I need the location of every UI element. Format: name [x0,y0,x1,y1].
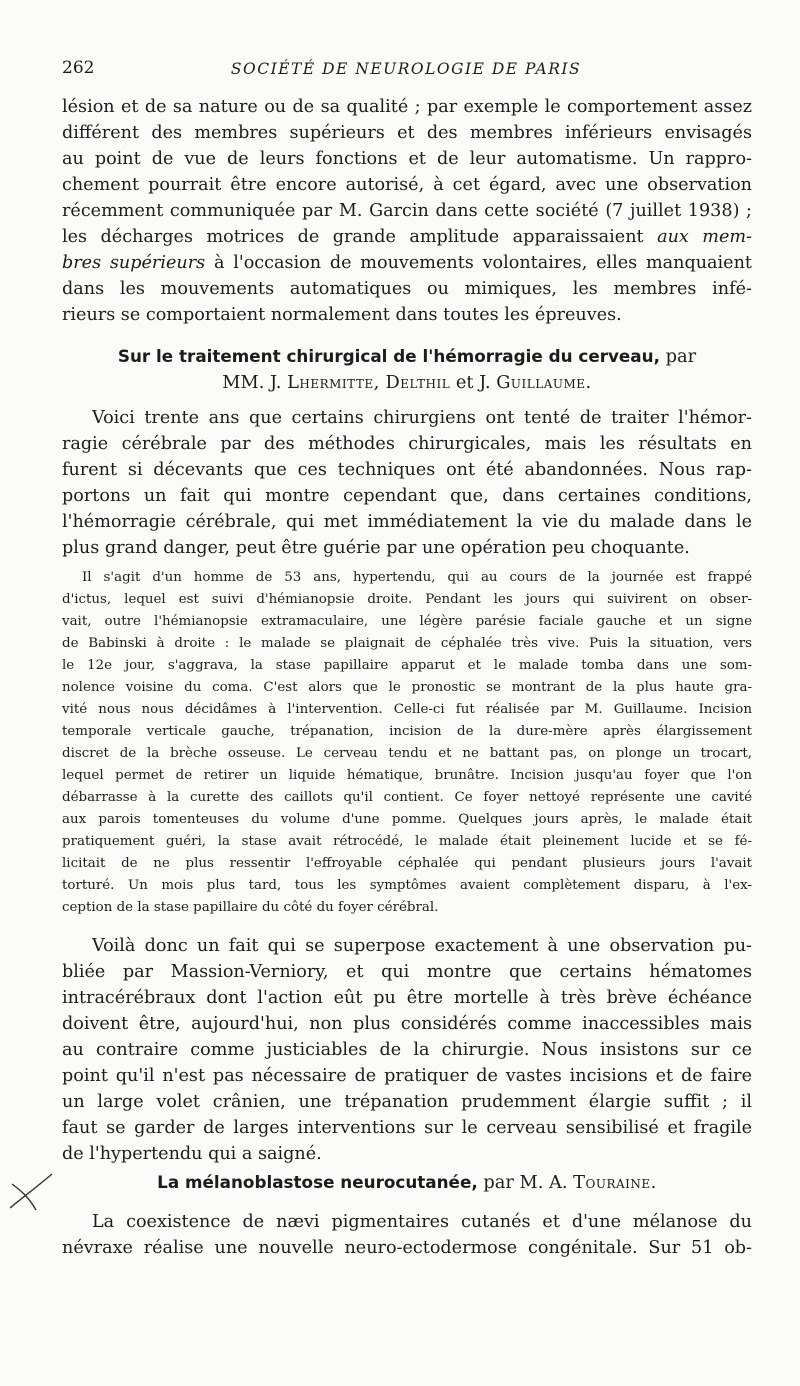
text-line: ragie cérébrale par des méthodes chirurgicales, mais les résultats en [62,434,752,454]
text-line: aux parois tomenteuses du volume d'une pomme. Quelques jours après, le malade était [62,812,752,827]
text-line: Voilà donc un fait qui se superpose exactement à une observation pu- [92,936,752,956]
text-line: pratiquement guéri, la stase avait rétrocédé, le malade était pleinement lucide et se fé- [62,834,752,849]
text-line: La coexistence de nævi pigmentaires cutanés et d'une mélanose du [92,1212,752,1232]
text-line: discret de la brèche osseuse. Le cerveau tendu et ne battant pas, on plonge un trocart, [62,746,752,761]
text-line: chement pourrait être encore autorisé, à cet égard, avec une observation [62,175,752,195]
italic-segment: aux mem- [657,227,752,247]
text-line: plus grand danger, peut être guérie par une opération peu choquante. [62,538,690,558]
text-line [62,224,752,250]
text-line: récemment communiquée par M. Garcin dans cette société (7 juillet 1938) ; [62,201,752,221]
article-title [62,343,752,370]
authors-prefix: MM. J. [222,372,282,393]
text-line: névraxe réalise une nouvelle neuro-ectodermose congénitale. Sur 51 ob- [62,1238,752,1258]
handwritten-check-mark [6,1170,56,1212]
article-title [62,1169,752,1196]
text-segment: à l'occasion de mouvements volontaires, elles manquaient [213,253,752,273]
text-line: de Babinski à droite : le malade se plaignait de céphalée très vive. Puis la situation, vers [62,636,752,651]
text-line: au contraire comme justiciables de la chirurgie. Nous insistons sur ce [62,1040,752,1060]
article-authors [62,370,752,396]
text-line: furent si décevants que ces techniques ont été abandonnées. Nous rap- [62,460,752,480]
text-line: débarrasse à la curette des caillots qu'il contient. Ce foyer nettoyé représente une cavité [62,790,752,805]
text-line: torturé. Un mois plus tard, tous les symptômes avaient complètement disparu, à l'ex- [62,878,752,893]
text-line: intracérébraux dont l'action eût pu être mortelle à très brève échéance [62,988,752,1008]
text-line: portons un fait qui montre cependant que, dans certaines conditions, [62,486,752,506]
text-line: l'hémorragie cérébrale, qui met immédiatement la vie du malade dans le [62,512,752,532]
text-line: point qu'il n'est pas nécessaire de pratiquer de vastes incisions et de faire [62,1066,752,1086]
page-number: 262 [62,58,95,78]
text-line: différent des membres supérieurs et des membres inférieurs envisagés [62,123,752,143]
running-title: SOCIÉTÉ DE NEUROLOGIE DE PARIS [230,60,582,78]
text-line: un large volet crânien, une trépanation prudemment élargie suffit ; il [62,1092,752,1112]
author-name: Touraine. [573,1172,657,1193]
text-line: temporale verticale gauche, trépanation, incision de la dure-mère après élargissement [62,724,752,739]
text-line: dans les mouvements automatiques ou mimiques, les membres infé- [62,279,752,299]
text-line: au point de vue de leurs fonctions et de leur automatisme. Un rappro- [62,149,752,169]
text-line: vité nous nous décidâmes à l'intervention. Celle-ci fut réalisée par M. Guillaume. Incision [62,702,752,717]
page-header [62,58,750,82]
author-name: Delthil [385,372,451,393]
italic-segment: bres supérieurs [62,253,206,273]
text-line: vait, outre l'hémianopsie extramaculaire, une légère parésie faciale gauche et un signe [62,614,752,629]
text-line: doivent être, aujourd'hui, non plus considérés comme inaccessibles mais [62,1014,752,1034]
text-line: d'ictus, lequel est suivi d'hémianopsie droite. Pendant les jours qui suivirent on obser- [62,592,752,607]
text-line [62,250,752,276]
text-line: ception de la stase papillaire du côté du foyer cérébral. [62,900,439,915]
article-title-par: par [665,346,697,367]
author-name: Lhermitte, [287,372,380,393]
text-line: faut se garder de larges interventions sur le cerveau sensibilisé et fragile [62,1118,752,1138]
text-line: Voici trente ans que certains chirurgiens ont tenté de traiter l'hémor- [92,408,752,428]
article-byline: par M. A. [483,1172,568,1193]
text-line: nolence voisine du coma. C'est alors que le pronostic se montrant de la plus haute gra- [62,680,752,695]
article-title-text: Sur le traitement chirurgical de l'hémorragie du cerveau, [117,346,660,366]
text-line: de l'hypertendu qui a saigné. [62,1144,322,1164]
text-line: lequel permet de retirer un liquide hématique, brunâtre. Incision jusqu'au foyer que l'on [62,768,752,783]
author-name: Guillaume. [496,372,592,393]
text-line: lésion et de sa nature ou de sa qualité ; par exemple le comportement assez [62,97,752,117]
text-line: bliée par Massion-Verniory, et qui montre que certains hématomes [62,962,752,982]
authors-conjunction: et J. [455,372,491,393]
text-line: licitait de ne plus ressentir l'effroyable céphalée qui pendant plusieurs jours l'avait [62,856,752,871]
article-title-text: La mélanoblastose neurocutanée, [157,1172,478,1192]
text-line: rieurs se comportaient normalement dans toutes les épreuves. [62,305,622,325]
text-line: le 12e jour, s'aggrava, la stase papillaire apparut et le malade tomba dans une som- [62,658,752,673]
text-segment: les décharges motrices de grande amplitude apparaissaient [62,227,644,247]
text-line: Il s'agit d'un homme de 53 ans, hypertendu, qui au cours de la journée est frappé [82,570,752,585]
